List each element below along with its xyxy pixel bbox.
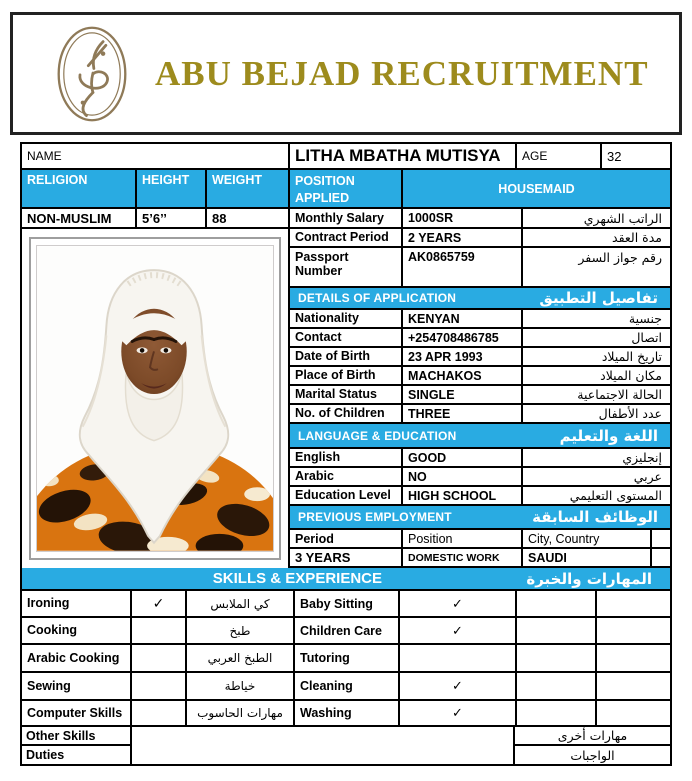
recruitment-form xyxy=(20,142,672,766)
skill-right-arabic-cell xyxy=(517,591,597,616)
footer-rows xyxy=(22,727,670,764)
name-label: NAME xyxy=(22,144,290,168)
field-label: Arabic xyxy=(290,468,403,485)
religion-value: NON-MUSLIM xyxy=(22,209,137,227)
photo-column xyxy=(22,209,290,568)
skill-left-arabic: مهارات الحاسوب xyxy=(187,701,295,725)
employment-values-row xyxy=(290,549,670,568)
field-label: Nationality xyxy=(290,310,403,327)
skill-right-label: Washing xyxy=(295,701,400,725)
duties-arabic: الواجبات xyxy=(570,747,615,763)
position-applied-header: POSITION APPLIED xyxy=(290,170,403,207)
contract-rows xyxy=(290,209,670,288)
field-value: 2 YEARS xyxy=(403,229,523,246)
field-label: Date of Birth xyxy=(290,348,403,365)
skill-right-label: Cleaning xyxy=(295,673,400,699)
field-value: 1000SR xyxy=(403,209,523,227)
skill-left-label: Cooking xyxy=(22,618,132,643)
form-body xyxy=(22,209,670,568)
field-label: Education Level xyxy=(290,487,403,504)
form-row xyxy=(290,348,670,367)
skill-right-extra-cell xyxy=(597,591,670,616)
skill-right-checkmark xyxy=(400,645,517,671)
field-label-arabic: المستوى التعليمي xyxy=(569,488,662,503)
name-row xyxy=(22,144,670,170)
applicant-photo xyxy=(29,237,281,560)
employment-header-row xyxy=(290,530,670,549)
skill-left-arabic: طبخ xyxy=(187,618,295,643)
religion-header: RELIGION xyxy=(22,170,137,207)
age-value: 32 xyxy=(607,148,622,164)
form-row xyxy=(290,367,670,386)
field-label-arabic: مدة العقد xyxy=(612,230,662,245)
field-label: Monthly Salary xyxy=(290,209,403,227)
form-row xyxy=(290,386,670,405)
field-value: MACHAKOS xyxy=(403,367,523,384)
form-row xyxy=(290,405,670,424)
skill-left-label: Arabic Cooking xyxy=(22,645,132,671)
field-label-arabic: تاريخ الميلاد xyxy=(601,349,662,364)
field-value: THREE xyxy=(403,405,523,422)
skill-right-arabic-cell xyxy=(517,618,597,643)
weight-value: 88 xyxy=(212,210,227,226)
position-value: HOUSEMAID xyxy=(498,181,575,196)
skill-right-extra-cell xyxy=(597,645,670,671)
field-label-arabic: الراتب الشهري xyxy=(583,210,662,226)
skill-left-label: Sewing xyxy=(22,673,132,699)
skill-row xyxy=(22,591,670,618)
skill-right-label: Children Care xyxy=(295,618,400,643)
field-label-arabic: الحالة الاجتماعية xyxy=(577,387,662,402)
skill-left-label: Ironing xyxy=(22,591,132,616)
company-logo-icon xyxy=(55,22,129,126)
skill-left-checkmark: ✓ xyxy=(132,591,187,616)
field-label: No. of Children xyxy=(290,405,403,422)
height-header: HEIGHT xyxy=(137,170,207,207)
language-rows xyxy=(290,449,670,506)
details-column xyxy=(290,209,670,568)
details-banner-en: DETAILS OF APPLICATION xyxy=(298,291,457,305)
field-label: English xyxy=(290,449,403,466)
employment-banner-en: PREVIOUS EMPLOYMENT xyxy=(298,510,452,524)
employment-banner-ar: الوظائف السابقة xyxy=(532,508,658,526)
company-title: ABU BEJAD RECRUITMENT xyxy=(155,53,649,93)
field-value: HIGH SCHOOL xyxy=(403,487,523,504)
duties-label: Duties xyxy=(26,748,65,762)
field-label-arabic: جنسية xyxy=(628,311,662,326)
employment-period-header: Period xyxy=(290,530,403,547)
skill-right-arabic-cell xyxy=(517,701,597,725)
skill-right-checkmark: ✓ xyxy=(400,618,517,643)
skill-right-checkmark: ✓ xyxy=(400,673,517,699)
skill-row xyxy=(22,645,670,673)
other-skills-label: Other Skills xyxy=(22,727,130,746)
field-label: Contract Period xyxy=(290,229,403,246)
field-value: SINGLE xyxy=(403,386,523,403)
skill-row xyxy=(22,673,670,701)
attributes-header-row xyxy=(22,170,670,209)
field-label-arabic: رقم جواز السفر xyxy=(578,250,662,265)
skill-left-arabic: خياطة xyxy=(187,673,295,699)
skill-row xyxy=(22,701,670,727)
skill-left-checkmark xyxy=(132,618,187,643)
field-label-arabic: عدد الأطفال xyxy=(598,406,662,421)
weight-header: WEIGHT xyxy=(207,170,290,207)
employment-country-value: SAUDI xyxy=(523,549,652,566)
field-value: KENYAN xyxy=(403,310,523,327)
skill-right-extra-cell xyxy=(597,701,670,725)
skill-right-arabic-cell xyxy=(517,645,597,671)
field-value: 23 APR 1993 xyxy=(403,348,523,365)
employment-position-value: DOMESTIC WORK xyxy=(403,549,523,566)
skill-right-label: Baby Sitting xyxy=(295,591,400,616)
skills-experience-banner xyxy=(22,568,670,591)
skill-right-extra-cell xyxy=(597,673,670,699)
field-label: Passport Number xyxy=(290,248,403,286)
field-label: Marital Status xyxy=(290,386,403,403)
skill-right-checkmark: ✓ xyxy=(400,591,517,616)
skill-right-label: Tutoring xyxy=(295,645,400,671)
other-skills-arabic: مهارات أخرى xyxy=(515,727,670,746)
skill-left-label: Computer Skills xyxy=(22,701,132,725)
footer-blank-cell xyxy=(132,727,515,764)
skill-right-arabic-cell xyxy=(517,673,597,699)
employment-country-header: City, Country xyxy=(523,530,652,547)
form-row xyxy=(290,329,670,348)
skill-left-arabic: الطبخ العربي xyxy=(187,645,295,671)
photo-cell xyxy=(22,229,288,568)
field-value: AK0865759 xyxy=(403,248,523,286)
form-row xyxy=(290,487,670,506)
previous-employment-banner xyxy=(290,506,670,530)
field-label-arabic: مكان الميلاد xyxy=(600,368,662,383)
employment-extra-value xyxy=(652,549,670,566)
skill-left-checkmark xyxy=(132,645,187,671)
language-banner-ar: اللغة والتعليم xyxy=(559,426,658,445)
language-education-banner xyxy=(290,424,670,449)
field-label: Place of Birth xyxy=(290,367,403,384)
field-value: NO xyxy=(403,468,523,485)
skills-grid xyxy=(22,591,670,727)
form-row xyxy=(290,229,670,248)
details-banner-ar: تفاصيل التطبيق xyxy=(539,289,658,307)
form-row xyxy=(290,209,670,229)
skill-left-arabic: كي الملابس xyxy=(187,591,295,616)
field-value: GOOD xyxy=(403,449,523,466)
field-label: Contact xyxy=(290,329,403,346)
height-value: 5’6’’ xyxy=(137,209,207,227)
skill-right-checkmark: ✓ xyxy=(400,701,517,725)
attributes-values-row xyxy=(22,209,288,229)
skill-right-extra-cell xyxy=(597,618,670,643)
employment-position-header: Position xyxy=(403,530,523,547)
details-of-application-banner xyxy=(290,288,670,310)
field-label-arabic: عربي xyxy=(633,469,662,484)
age-label: AGE xyxy=(517,144,602,168)
company-header xyxy=(10,12,682,135)
form-row xyxy=(290,310,670,329)
field-label-arabic: اتصال xyxy=(631,330,662,345)
form-row xyxy=(290,248,670,288)
field-value: +254708486785 xyxy=(403,329,523,346)
name-value: LITHA MBATHA MUTISYA xyxy=(290,144,517,168)
employment-period-value: 3 YEARS xyxy=(290,549,403,566)
field-label-arabic: إنجليزي xyxy=(622,450,662,465)
skill-left-checkmark xyxy=(132,673,187,699)
form-row xyxy=(290,468,670,487)
form-row xyxy=(290,449,670,468)
details-rows xyxy=(290,310,670,424)
applicant-portrait-image xyxy=(36,245,274,552)
skills-banner-en: SKILLS & EXPERIENCE xyxy=(212,570,382,587)
employment-extra-header xyxy=(652,530,670,547)
language-banner-en: LANGUAGE & EDUCATION xyxy=(298,428,457,443)
skill-left-checkmark xyxy=(132,701,187,725)
skills-banner-ar: المهارات والخبرة xyxy=(526,569,652,588)
skill-row xyxy=(22,618,670,645)
